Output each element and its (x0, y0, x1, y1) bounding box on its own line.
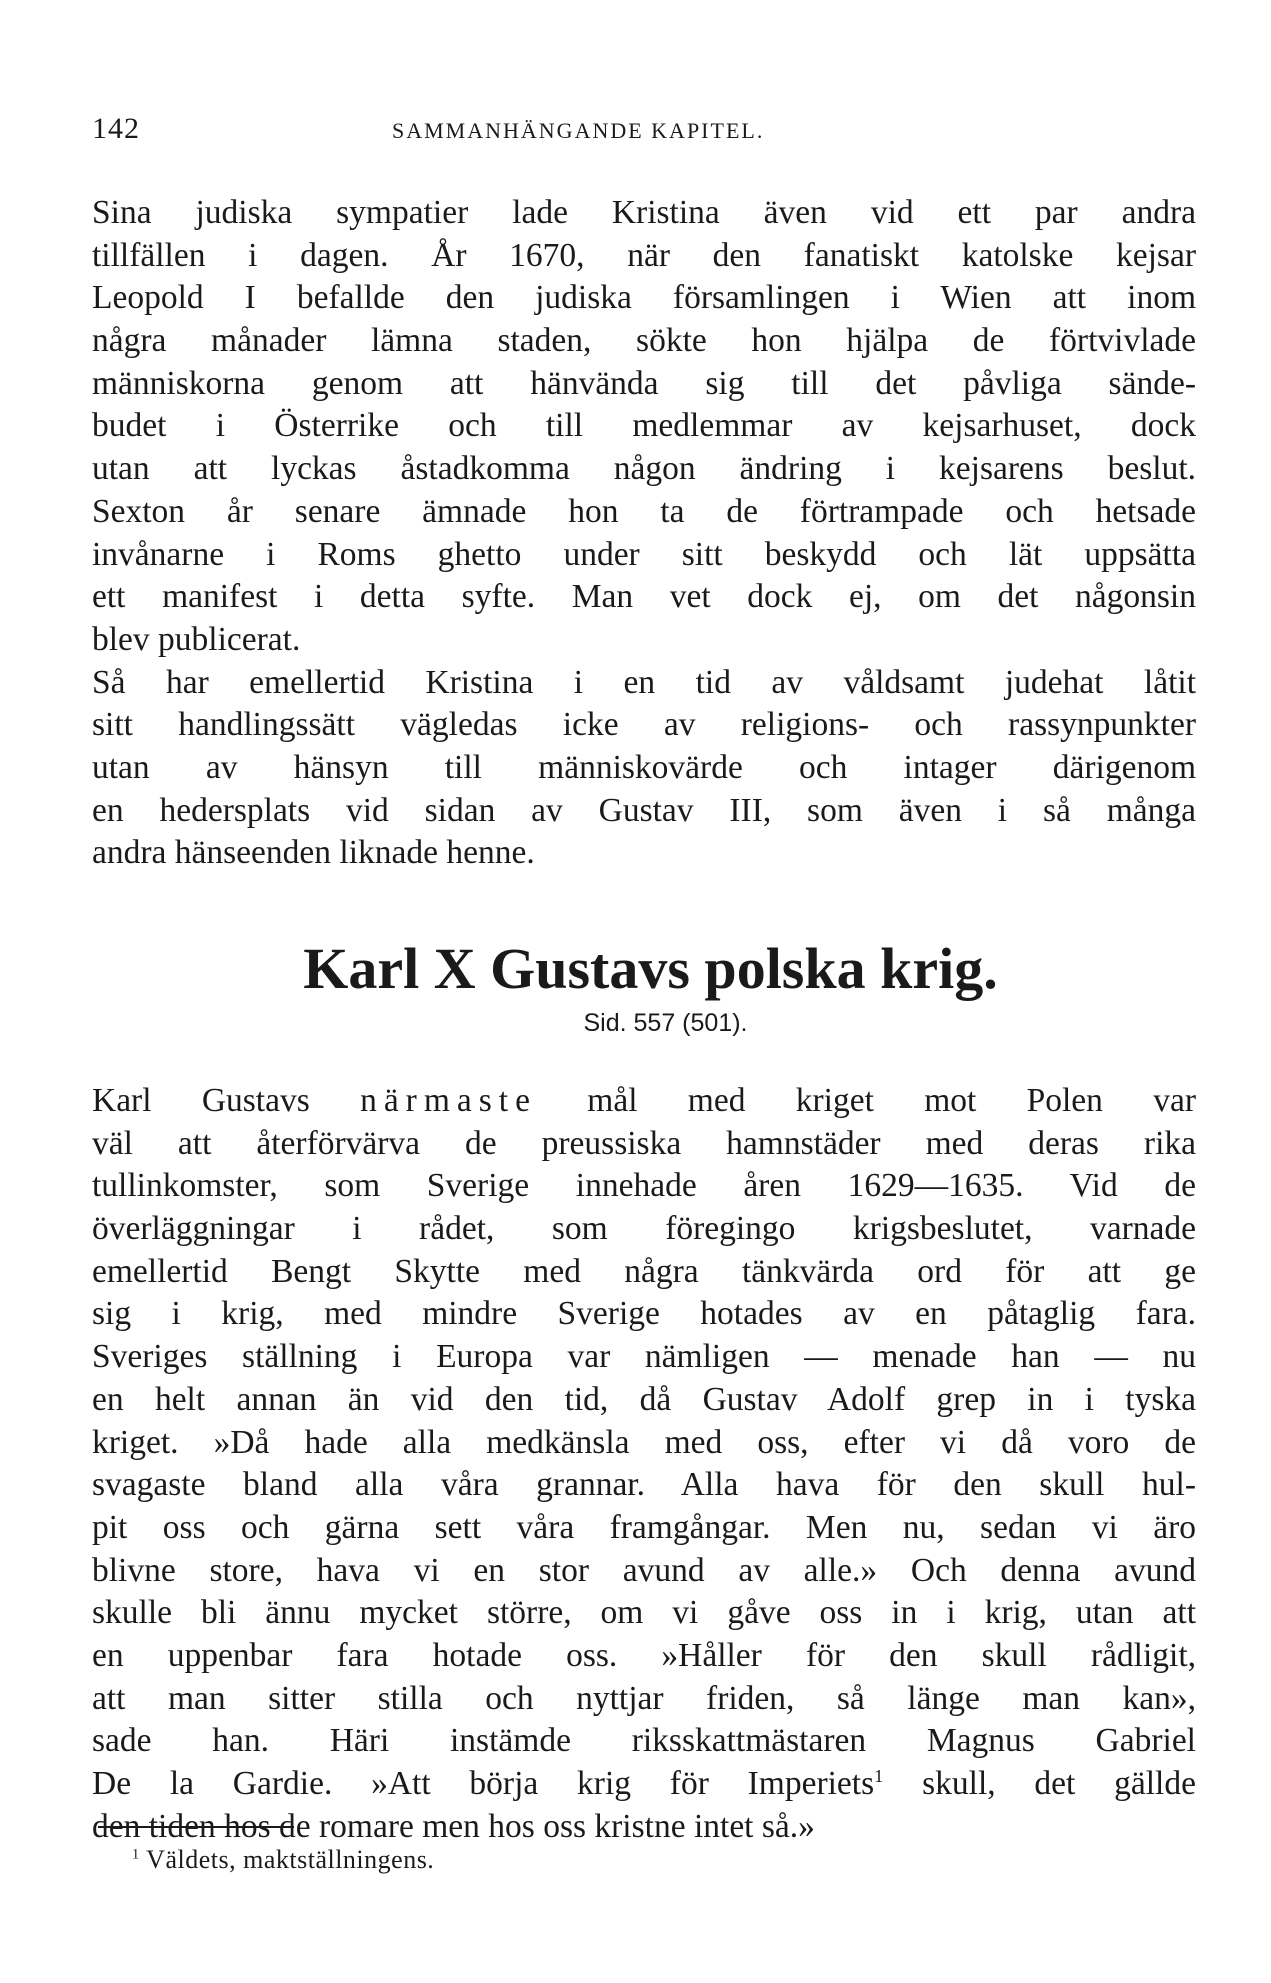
text-line: Sina judiska sympatier lade Kristina även vid ett par andra (92, 194, 1196, 231)
text-fragment: skull, det gällde (883, 1765, 1196, 1802)
text-line: skulle bli ännu mycket större, om vi gåve oss in i krig, utan att (92, 1594, 1196, 1632)
text-fragment: De la Gardie. »Att börja krig för Imperiets (92, 1765, 875, 1802)
text-line (92, 1763, 1196, 1806)
text-line: sig i krig, med mindre Sverige hotades av en påtaglig fara. (92, 1295, 1196, 1333)
paragraph (92, 662, 1196, 875)
text-line: människorna genom att hänvända sig till det påvliga sände- (92, 364, 1196, 402)
text-line: invånarne i Roms ghetto under sitt beskydd och lät uppsätta (92, 535, 1196, 573)
text-line: Sveriges ställning i Europa var nämligen — menade han — nu (92, 1338, 1196, 1376)
footnote-text: Väldets, maktställningens. (139, 1845, 435, 1874)
section-page-reference: Sid. 557 (501). (583, 1009, 748, 1037)
text-line: utan av hänsyn till människovärde och intager därigenom (92, 748, 1196, 786)
text-line: pit oss och gärna sett våra framgångar. Men nu, sedan vi äro (92, 1508, 1196, 1546)
text-line: sade han. Häri instämde riksskattmästaren Magnus Gabriel (92, 1722, 1196, 1760)
text-line: överläggningar i rådet, som föregingo krigsbeslutet, varnade (92, 1210, 1196, 1248)
text-line: blivne store, hava vi en stor avund av alle.» Och denna avund (92, 1551, 1196, 1589)
text-line: väl att återförvärva de preussiska hamnstäder med deras rika (92, 1124, 1196, 1162)
text-fragment: Karl Gustavs (92, 1082, 361, 1119)
text-fragment: mål med kriget mot Polen var (536, 1082, 1196, 1119)
text-line: andra hänseenden liknade henne. (92, 834, 535, 872)
footnote-divider (98, 1826, 294, 1828)
text-line: utan att lyckas åstadkomma någon ändring i kejsarens beslut. (92, 450, 1196, 488)
footnote-marker: 1 (132, 1846, 140, 1863)
emphasized-word: närmaste (360, 1082, 537, 1119)
body-text-lower (92, 1080, 1196, 1848)
text-line: svagaste bland alla våra grannar. Alla hava för den skull hul- (92, 1466, 1196, 1504)
text-line: Leopold I befallde den judiska församlingen i Wien att inom (92, 279, 1196, 317)
text-line: några månader lämna staden, sökte hon hjälpa de förtvivlade (92, 322, 1196, 360)
section-heading: Karl X Gustavs polska krig. (303, 936, 998, 1001)
body-text-upper (92, 192, 1196, 875)
footnote (132, 1842, 434, 1878)
text-line: kriget. »Då hade alla medkänsla med oss, efter vi då voro de (92, 1423, 1196, 1461)
text-line: Så har emellertid Kristina i en tid av våldsamt judehat låtit (92, 663, 1196, 701)
text-line: budet i Österrike och till medlemmar av kejsarhuset, dock (92, 407, 1196, 445)
text-line (92, 1080, 1196, 1123)
running-head (92, 112, 1188, 152)
text-line: en hedersplats vid sidan av Gustav III, som även i så många (92, 791, 1196, 829)
text-line: tillfällen i dagen. År 1670, när den fanatiskt katolske kejsar (92, 236, 1196, 274)
text-line: emellertid Bengt Skytte med några tänkvärda ord för att ge (92, 1252, 1196, 1290)
text-line: ett manifest i detta syfte. Man vet dock ej, om det någonsin (92, 578, 1196, 616)
text-line: en uppenbar fara hotade oss. »Håller för den skull rådligit, (92, 1636, 1196, 1674)
text-line: att man sitter stilla och nyttjar friden, så länge man kan», (92, 1679, 1196, 1717)
text-line: en helt annan än vid den tid, då Gustav Adolf grep in i tyska (92, 1380, 1196, 1418)
footnote-reference: 1 (874, 1765, 884, 1786)
page-number: 142 (92, 112, 140, 145)
text-line: tullinkomster, som Sverige innehade åren 1629—1635. Vid de (92, 1167, 1196, 1205)
text-line: sitt handlingssätt vägledas icke av religions- och rassynpunkter (92, 706, 1196, 744)
text-line: Sexton år senare ämnade hon ta de förtrampade och hetsade (92, 492, 1196, 530)
text-line: den tiden hos de romare men hos oss kristne intet så.» (92, 1807, 815, 1845)
running-title: SAMMANHÄNGANDE KAPITEL. (392, 118, 765, 143)
paragraph (92, 192, 1196, 662)
text-line: blev publicerat. (92, 620, 301, 658)
